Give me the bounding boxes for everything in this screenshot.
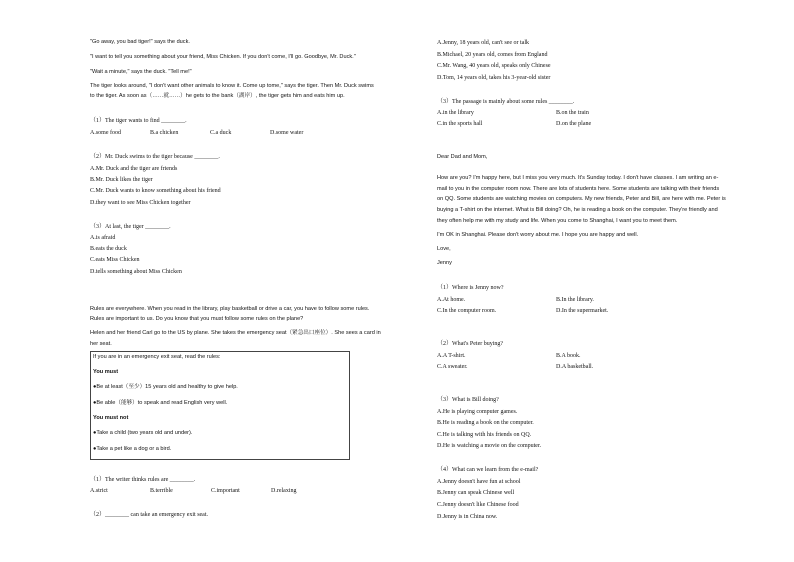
story-line-4: The tiger looks around, "I don't want other animals to know it. Come up tome," says the tiger. Then Mr. Duck swims xyxy=(90,83,374,89)
passage-line-3: Helen and her friend Carl go to the US by plane. She takes the emergency seat（紧急出口座位）. She sees a card in xyxy=(90,330,381,336)
question-stem: （1）The writer thinks rules are ________. xyxy=(90,477,196,483)
rules-card xyxy=(90,351,350,460)
must-rule-1: ●Be at least（至少）15 years old and healthy to give help. xyxy=(93,384,238,390)
rules-heading: If you are in an emergency exit seat, read the rules: xyxy=(93,354,221,360)
must-rule-2: ●Be able（能够）to speak and read English very well. xyxy=(93,400,228,406)
option-d: D.Jenny is in China now. xyxy=(437,514,498,520)
question-stem: （1）The tiger wants to find ________. xyxy=(90,118,187,124)
option-c: C.Mr. Duck wants to know something about his friend xyxy=(90,188,221,194)
letter-line-3: on QQ. Some students are watching movies on computers. My new friends, Peter and Bill, are here with me. Peter is xyxy=(437,196,726,202)
option-c: C.a duck xyxy=(210,130,232,136)
option-a: A.At home. xyxy=(437,297,466,303)
option-b: B.In the library. xyxy=(556,297,594,303)
story-line-5: to the tiger. As soon as（……就……）he gets to the bank（湖岸）, the tiger gets him and eats him up. xyxy=(90,93,345,99)
question-stem: （4）What can we learn from the e-mail? xyxy=(437,467,539,473)
option-a: A.Mr. Duck and the tiger are friends xyxy=(90,166,178,172)
story-line-2: "I want to tell you something about your friend, Miss Chicken. If you don't come, I'll go. Goodbye, Mr. Duck." xyxy=(90,54,356,60)
option-a: A.is afraid xyxy=(90,235,116,241)
option-d: D.some water xyxy=(270,130,304,136)
option-a: A.Jenny, 18 years old, can't see or talk xyxy=(437,40,529,46)
must-title: You must xyxy=(93,369,119,375)
option-d: D.He is watching a movie on the computer. xyxy=(437,443,542,449)
option-c: C.in the sports hall xyxy=(437,121,483,127)
option-a: A.A T-shirt. xyxy=(437,353,466,359)
option-c: C.In the computer room. xyxy=(437,308,497,314)
question-stem: （3）What is Bill doing? xyxy=(437,397,499,403)
letter-line-2: mail to you in the computer room now. There are lots of students here. Some students are talking with their friends xyxy=(437,186,720,192)
option-c: C.important xyxy=(211,488,240,494)
letter-greeting: Dear Dad and Mom, xyxy=(437,154,488,160)
option-d: D.In the supermarket. xyxy=(556,308,609,314)
option-d: D.they want to see Miss Chicken together xyxy=(90,200,191,206)
question-stem: （3）At last, the tiger ________. xyxy=(90,224,171,230)
option-b: B.A book. xyxy=(556,353,581,359)
option-c: C.eats Miss Chicken xyxy=(90,257,140,263)
option-c: C.Jenny doesn't like Chinese food xyxy=(437,502,519,508)
passage-line-4: her seat. xyxy=(90,341,112,347)
question-stem: （1）Where is Jenny now? xyxy=(437,285,504,291)
option-d: D.tells something about Miss Chicken xyxy=(90,269,182,275)
passage-line-1: Rules are everywhere. When you read in the library, play basketball or drive a car, you have to follow some rules. xyxy=(90,306,370,312)
option-a: A.Jenny doesn't have fun at school xyxy=(437,479,521,485)
letter-line-1: How are you? I'm happy here, but I miss you very much. It's Sunday today. I don't have classes. I am writing an e- xyxy=(437,175,719,181)
option-d: D.on the plane xyxy=(556,121,592,127)
letter-signature: Jenny xyxy=(437,260,452,266)
option-d: D.A basketball. xyxy=(556,364,594,370)
story-line-1: "Go away, you bad tiger!" says the duck. xyxy=(90,39,190,45)
option-c: C.A sweater. xyxy=(437,364,468,370)
option-a: A.some food xyxy=(90,130,121,136)
must-not-rule-1: ●Take a child (two years old and under). xyxy=(93,430,193,436)
option-c: C.He is talking with his friends on QQ. xyxy=(437,432,532,438)
passage-line-2: Rules are important to us. Do you know that you must follow some rules on the plane? xyxy=(90,316,304,322)
story-line-3: "Wait a minute," says the duck. "Tell me!" xyxy=(90,69,192,75)
option-a: A.in the library xyxy=(437,110,474,116)
option-a: A.strict xyxy=(90,488,108,494)
option-c: C.Mr. Wang, 40 years old, speaks only Chinese xyxy=(437,63,551,69)
must-not-title: You must not xyxy=(93,415,129,421)
option-b: B.on the train xyxy=(556,110,589,116)
letter-line-4: buying a T-shirt on the internet. What is Bill doing? Oh, he is reading a book on the computer. They're friendly and xyxy=(437,207,718,213)
letter-signoff: Love, xyxy=(437,246,451,252)
must-not-rule-2: ●Take a pet like a dog or a bird. xyxy=(93,446,172,452)
letter-line-5: they often help me with my study and life. When you come to Shanghai, I want you to meet them. xyxy=(437,218,678,224)
option-b: B.a chicken xyxy=(150,130,179,136)
option-d: D.Tom, 14 years old, takes his 3-year-old sister xyxy=(437,75,551,81)
question-stem: （3）The passage is mainly about some rules ________. xyxy=(437,99,575,105)
option-b: B.Jenny can speak Chinese well xyxy=(437,490,515,496)
option-b: B.Mr. Duck likes the tiger xyxy=(90,177,153,183)
question-stem: （2）________ can take an emergency exit seat. xyxy=(90,512,209,518)
option-b: B.eats the duck xyxy=(90,246,127,252)
option-b: B.Michael, 20 years old, comes from England xyxy=(437,52,548,58)
option-d: D.relaxing xyxy=(271,488,297,494)
option-b: B.terrible xyxy=(150,488,173,494)
option-b: B.He is reading a book on the computer. xyxy=(437,420,534,426)
letter-closing: I'm OK in Shanghai. Please don't worry about me. I hope you are happy and well. xyxy=(437,232,639,238)
option-a: A.He is playing computer games. xyxy=(437,409,518,415)
question-stem: （2）Mr. Duck swims to the tiger because ________. xyxy=(90,154,220,160)
question-stem: （2）What's Peter buying? xyxy=(437,341,504,347)
